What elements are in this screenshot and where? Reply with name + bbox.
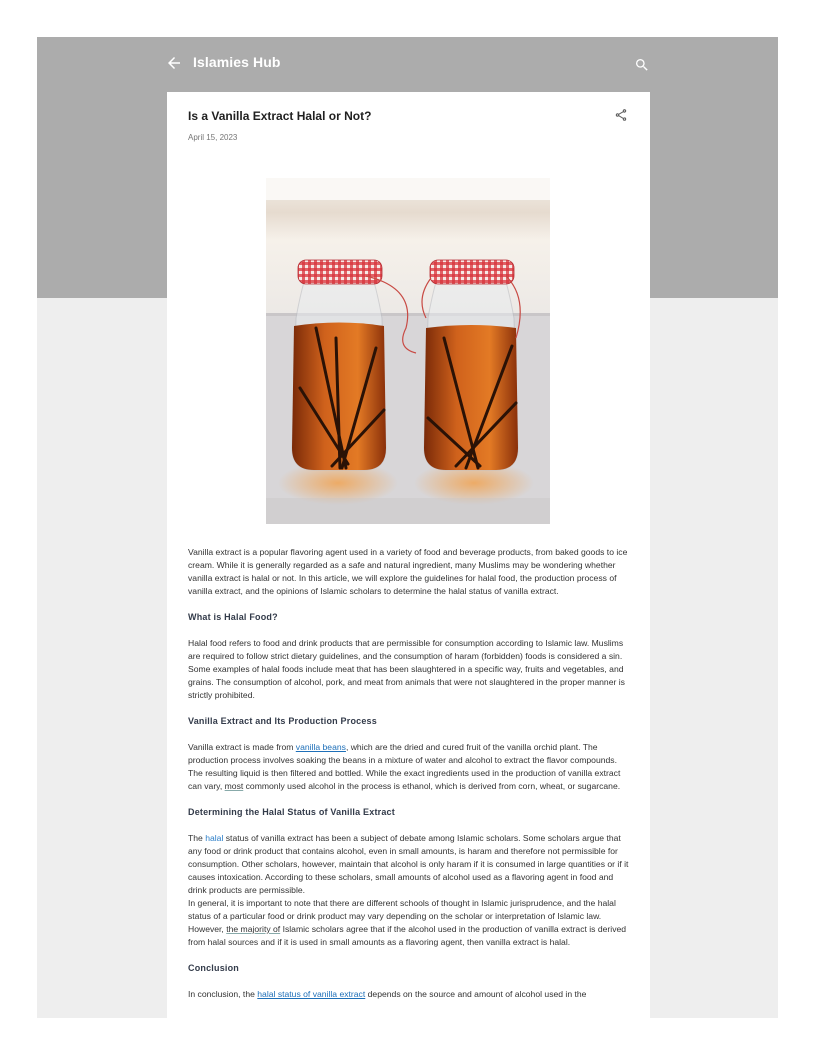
- conclusion-text-b: depends on the source and amount of alcohol used in the: [365, 989, 587, 999]
- production-text-c: commonly used alcohol in the process is ethanol, which is derived from corn, wheat, or sugarcane.: [243, 781, 621, 791]
- conclusion-paragraph: [188, 988, 632, 1001]
- heading-halal-status: Determining the Halal Status of Vanilla Extract: [188, 807, 395, 817]
- production-most: most: [224, 781, 244, 791]
- post-card: [167, 92, 650, 1018]
- status-text-a: The: [188, 833, 206, 843]
- heading-conclusion: Conclusion: [188, 963, 239, 973]
- general-text-b: Islamic scholars agree that if the alcohol used in the production of vanilla extract is derived from halal sources and if it is used in small amounts as a flavoring agent, then vanilla extract is halal.: [188, 924, 627, 947]
- general-majority: the majority of: [226, 924, 281, 934]
- search-icon[interactable]: [634, 57, 650, 73]
- post-date: April 15, 2023: [188, 133, 238, 142]
- top-bar: [37, 37, 778, 92]
- post-title: Is a Vanilla Extract Halal or Not?: [188, 109, 372, 123]
- general-text-a: In general, it is important to note that there are different schools of thought in Islamic jurisprudence, and the halal status of a particular food or drink product may vary depending on the scholar or interpretation of Islamic law. However,: [188, 898, 616, 934]
- heading-production-process: Vanilla Extract and Its Production Process: [188, 716, 377, 726]
- status-text-b: status of vanilla extract has been a subject of debate among Islamic scholars. Some scholars argue that any food or drink product that contains alcohol, even in small amounts, is haram and therefore not permissible for consumption. Other scholars, however, maintain that alcohol is only haram if it is consumed in large quantities or if it causes intoxication. According to these scholars, small amounts of alcohol used as a flavoring agent in food and drink products are permissible.: [188, 833, 629, 895]
- halal-food-paragraph: Halal food refers to food and drink products that are permissible for consumption according to Islamic law. Muslims are required to follow strict dietary guidelines, and the consumption of haram (forbidden) foods is considered a sin. Some examples of halal foods include meat that has been slaughtered in a specific way, fruits and vegetables, and grains. The consumption of alcohol, pork, and meat from animals that were not slaughtered in the proper manner is strictly prohibited.: [188, 638, 625, 700]
- site-title[interactable]: Islamies Hub: [193, 54, 281, 70]
- page-frame: [37, 37, 778, 1018]
- general-paragraph: [188, 897, 632, 949]
- vanilla-beans-link[interactable]: vanilla beans: [295, 742, 346, 752]
- heading-what-is-halal-food: What is Halal Food?: [188, 612, 278, 622]
- share-icon[interactable]: [614, 108, 628, 122]
- production-text-a: Vanilla extract is made from: [188, 742, 296, 752]
- production-text-b: , which are the dried and cured fruit of the vanilla orchid plant. The production process involves soaking the beans in a mixture of water and alcohol to extract the flavor compounds. The resulting liquid is then filtered and bottled. While the exact ingredients used in the production of vanilla extract can vary,: [188, 742, 621, 791]
- article-body: [188, 546, 632, 1001]
- vanilla-extract-photo: [266, 178, 550, 524]
- halal-link[interactable]: halal: [205, 833, 224, 843]
- halal-status-link[interactable]: halal status of vanilla extract: [257, 989, 366, 999]
- back-arrow-icon[interactable]: [165, 54, 183, 72]
- status-paragraph: [188, 832, 632, 897]
- production-paragraph: [188, 741, 632, 793]
- conclusion-text-a: In conclusion, the: [188, 989, 258, 999]
- intro-paragraph: Vanilla extract is a popular flavoring agent used in a variety of food and beverage products, from baked goods to ice cream. While it is generally regarded as a safe and natural ingredient, many Muslims may be wondering whether vanilla extract is halal or not. In this article, we will explore the guidelines for halal food, the production process of vanilla extract, and the opinions of Islamic scholars to determine the halal status of vanilla extract.: [188, 547, 628, 596]
